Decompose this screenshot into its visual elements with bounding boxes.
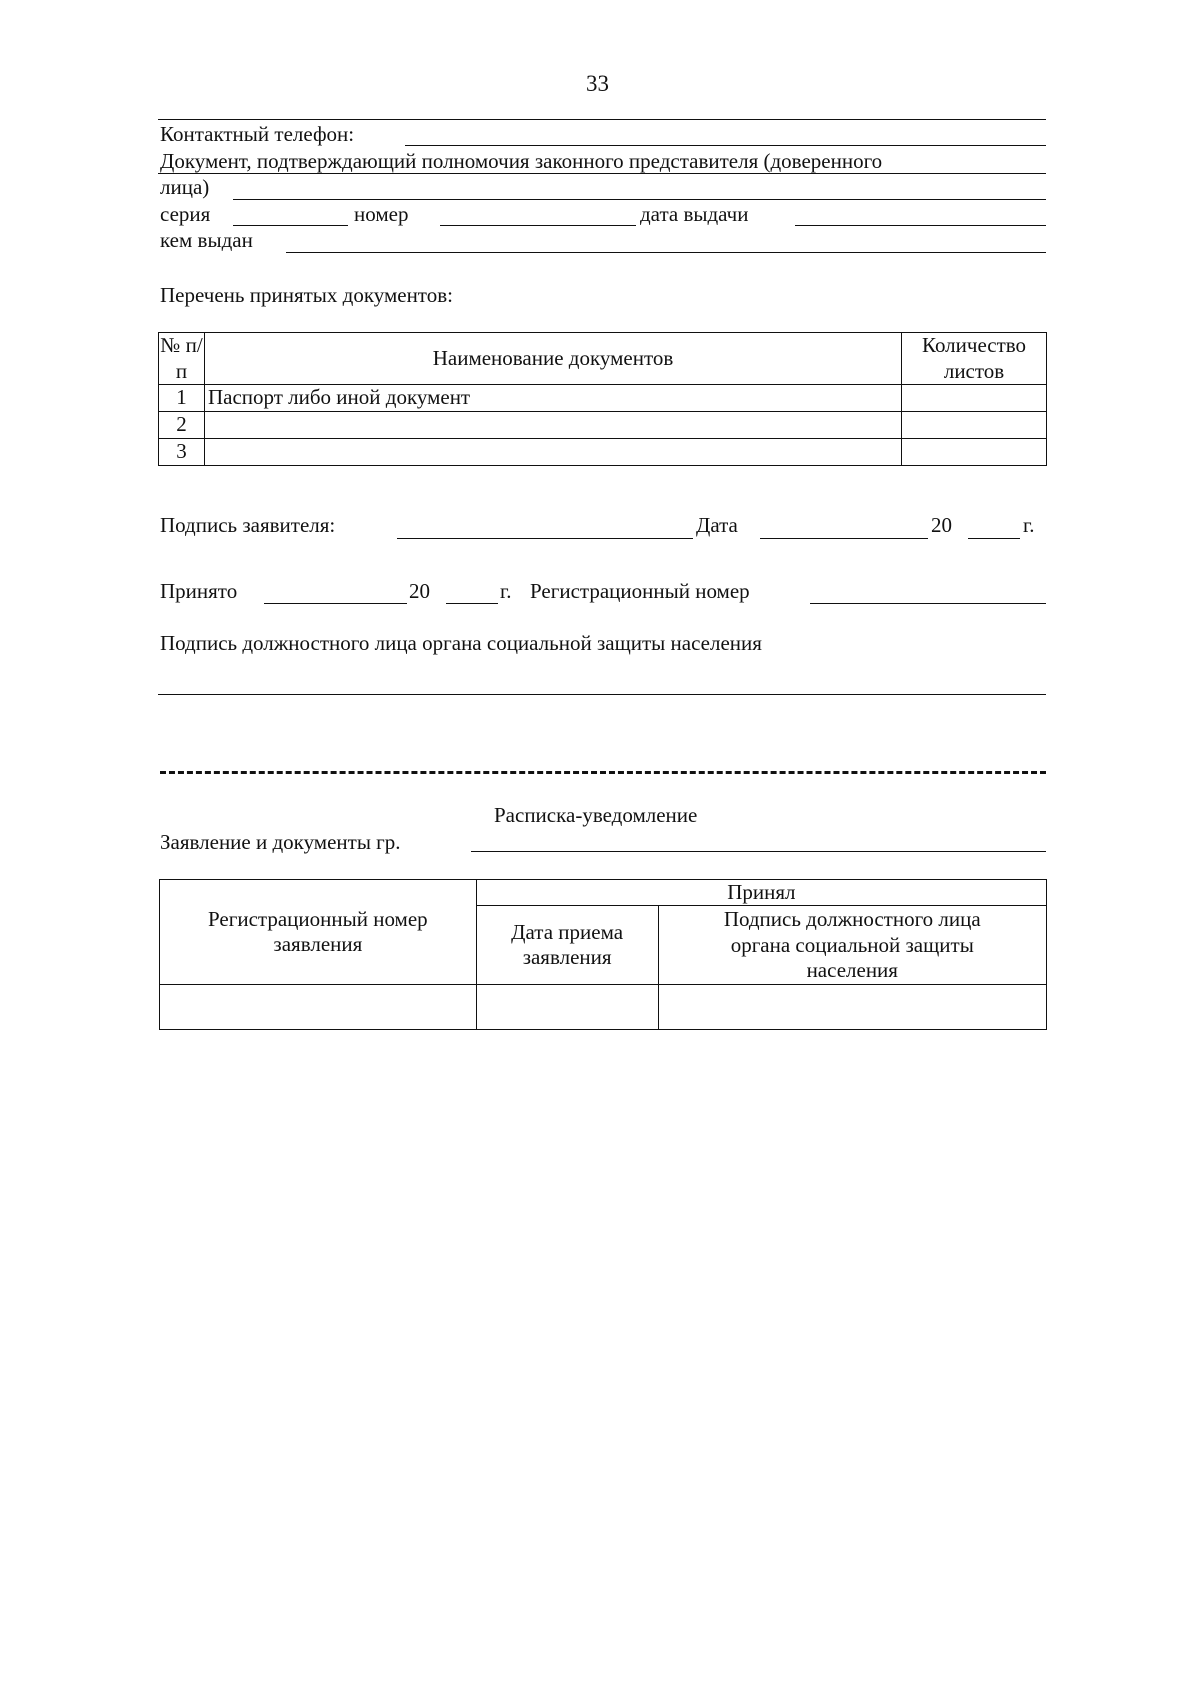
row-doc-name[interactable]: Паспорт либо иной документ bbox=[204, 385, 901, 412]
header-sheets: Количество листов bbox=[902, 333, 1047, 385]
documents-list-title: Перечень принятых документов: bbox=[160, 283, 453, 307]
row-num: 1 bbox=[159, 385, 205, 412]
contact-phone-label: Контактный телефон: bbox=[160, 122, 355, 146]
receipt-reg-number-cell[interactable] bbox=[160, 985, 477, 1030]
representative-doc-label: Документ, подтверждающий полномочия законного представителя (доверенного bbox=[160, 149, 883, 173]
page-number: 33 bbox=[586, 71, 609, 96]
receipt-reg-number-header: Регистрационный номер заявления bbox=[160, 880, 477, 985]
year-suffix: г. bbox=[1023, 513, 1035, 537]
table-row bbox=[159, 412, 1047, 439]
reg-number-label: Регистрационный номер bbox=[530, 579, 750, 603]
accepted-date-field[interactable] bbox=[264, 603, 407, 604]
issued-by-field[interactable] bbox=[286, 252, 1046, 253]
receipt-official-signature-header: Подпись должностного лица органа социальной защиты населения bbox=[658, 906, 1046, 985]
receipt-title: Расписка-уведомление bbox=[494, 803, 698, 827]
applicant-signature-field[interactable] bbox=[397, 538, 693, 539]
receipt-docs-label: Заявление и документы гр. bbox=[160, 830, 401, 854]
receipt-table bbox=[159, 879, 1047, 1030]
receipt-accepted-header: Принял bbox=[476, 880, 1046, 906]
issued-by-label: кем выдан bbox=[160, 228, 253, 252]
representative-doc-rule bbox=[158, 173, 1046, 174]
contact-phone-field[interactable] bbox=[405, 145, 1046, 146]
documents-table bbox=[158, 332, 1047, 466]
header-doc-name: Наименование документов bbox=[204, 333, 901, 385]
row-sheets[interactable] bbox=[902, 385, 1047, 412]
issue-date-label: дата выдачи bbox=[640, 202, 749, 226]
applicant-signature-label: Подпись заявителя: bbox=[160, 513, 336, 537]
header-num: № п/п bbox=[160, 333, 203, 383]
row-sheets[interactable] bbox=[902, 439, 1047, 466]
accepted-label: Принято bbox=[160, 579, 238, 603]
receipt-accept-date-cell[interactable] bbox=[476, 985, 658, 1030]
accepted-year-suffix: г. bbox=[500, 579, 512, 603]
number-label: номер bbox=[354, 202, 409, 226]
cut-line bbox=[160, 771, 1046, 774]
receipt-official-signature-cell[interactable] bbox=[658, 985, 1046, 1030]
representative-doc-field[interactable] bbox=[233, 199, 1046, 200]
receipt-accept-date-header: Дата приема заявления bbox=[476, 906, 658, 985]
accepted-year-field[interactable] bbox=[446, 603, 498, 604]
top-rule bbox=[158, 119, 1046, 120]
reg-number-field[interactable] bbox=[810, 603, 1046, 604]
series-field[interactable] bbox=[233, 225, 348, 226]
number-field[interactable] bbox=[440, 225, 636, 226]
date-field[interactable] bbox=[760, 538, 928, 539]
issue-date-field[interactable] bbox=[795, 225, 1046, 226]
row-num: 3 bbox=[159, 439, 205, 466]
date-label: Дата bbox=[696, 513, 738, 537]
series-label: серия bbox=[160, 202, 211, 226]
table-row bbox=[159, 439, 1047, 466]
year-prefix: 20 bbox=[931, 513, 952, 537]
official-signature-field[interactable] bbox=[158, 694, 1046, 695]
row-doc-name[interactable] bbox=[204, 439, 901, 466]
receipt-applicant-field[interactable] bbox=[471, 851, 1046, 852]
official-signature-label: Подпись должностного лица органа социальной защиты населения bbox=[160, 631, 762, 655]
row-doc-name[interactable] bbox=[204, 412, 901, 439]
table-row bbox=[159, 385, 1047, 412]
accepted-year-prefix: 20 bbox=[409, 579, 430, 603]
representative-doc-label-cont: лица) bbox=[160, 175, 210, 199]
table-row bbox=[160, 985, 1047, 1030]
row-sheets[interactable] bbox=[902, 412, 1047, 439]
row-num: 2 bbox=[159, 412, 205, 439]
year-field[interactable] bbox=[968, 538, 1020, 539]
